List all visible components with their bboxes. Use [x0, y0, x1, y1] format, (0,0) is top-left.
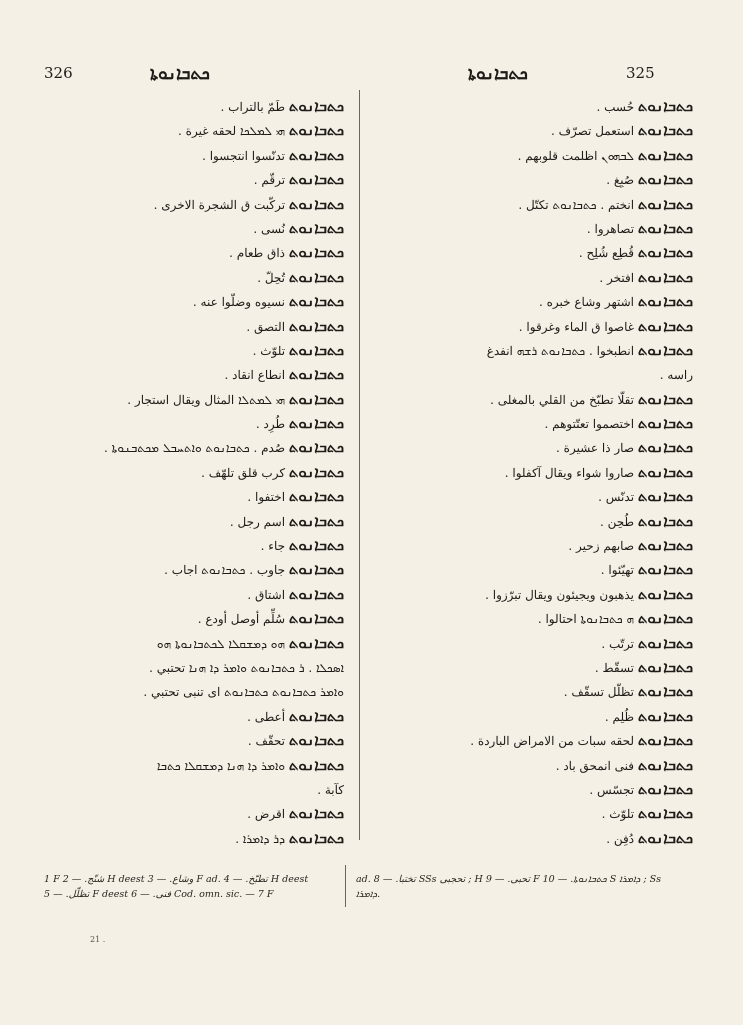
entry-headword: ܟܬܒܐܢܘܬ [637, 804, 693, 823]
dictionary-entry [44, 753, 344, 777]
dictionary-entry [393, 631, 693, 655]
entry-gloss: نُسى . [253, 221, 286, 236]
entry-gloss: ܘܐܡܪ ܕܐ ܗܢܐ ܕܡܫܩܠܐ ܟܬܒܐ [156, 758, 286, 773]
entry-gloss: ذاق طعام . [229, 246, 286, 261]
dictionary-entry [393, 143, 693, 167]
entry-headword: ܟܬܒܐܢܘܬ [637, 316, 693, 335]
entry-headword: ܟܬܒܐܢܘܬ [288, 511, 344, 530]
dictionary-entry [393, 460, 693, 484]
dictionary-entry [44, 192, 344, 216]
dictionary-entry [393, 655, 693, 679]
dictionary-entry [393, 192, 693, 216]
entry-headword: ܟܬܒܐܢܘܬ [288, 340, 344, 359]
dictionary-entry [393, 484, 693, 508]
entry-gloss: كرب قلق تلهّف . [201, 465, 286, 480]
entry-headword: ܟܬܒܐܢܘܬ [288, 97, 344, 115]
dictionary-entry [393, 753, 693, 777]
entry-gloss: صابهم زحير . [568, 539, 635, 554]
entry-gloss: اختفوا . [247, 490, 286, 505]
entry-headword: ܟܬܒܐܢܘܬ [637, 145, 693, 164]
dictionary-entry [393, 167, 693, 191]
entry-headword: ܟܬܒܐܢܘܬ [637, 340, 693, 359]
entry-gloss: يذهبون ويجيئون ويقال تبرّزوا . [485, 587, 635, 602]
entry-gloss: التصق . [246, 319, 286, 334]
entry-headword: ܟܬܒܐܢܘܬ [637, 243, 693, 262]
entry-gloss: صاروا شواء ويقال آكفلوا . [504, 465, 635, 480]
dictionary-entry [393, 216, 693, 240]
entry-gloss: قُطِع شُلِح . [578, 246, 635, 261]
entry-headword: ܟܬܒܐܢܘܬ [288, 438, 344, 457]
entry-gloss: دُفِن . [606, 831, 635, 846]
column-divider [359, 90, 360, 840]
footnote-divider [345, 865, 346, 907]
entry-gloss: اشتهر وشاع خبره . [538, 295, 635, 310]
entry-headword: ܟܬܒܐܢܘܬ [288, 633, 344, 652]
entry-gloss: تجسّس . [589, 782, 635, 797]
dictionary-entry [44, 314, 344, 338]
entry-gloss: تلوّث . [252, 343, 286, 358]
dictionary-entry [44, 728, 344, 752]
entry-gloss: ظُلِم . [604, 709, 635, 724]
footnotes-left: 1 F شنّج. — 2 H deest وشاع. — 3 F ad. تطبّخ. — 4 H deest تظلّل. — 5 F deest فنى. — 6 Cod. omn. sic. — 7 F [44, 874, 309, 900]
entry-gloss: تُحِلّ . [257, 270, 286, 285]
entry-headword: ܟܬܒܐܢܘܬ [288, 584, 344, 603]
dictionary-entry [393, 118, 693, 142]
entry-headword: ܟܬܒܐܢܘܬ [288, 194, 344, 213]
entry-headword: ܟܬܒܐܢܘܬ [288, 487, 344, 506]
entry-headword: ܟܬܒܐܢܘܬ [637, 511, 693, 530]
entry-gloss: تسقّط . [594, 660, 635, 675]
dictionary-entry [393, 411, 693, 435]
left-running-head: ܟܬܒܐܢܘܬܐ [150, 64, 210, 84]
dictionary-entry [44, 265, 344, 289]
dictionary-entry [393, 801, 693, 825]
entry-gloss: صار ذا عشيرة . [556, 441, 635, 456]
dictionary-entry [44, 631, 344, 655]
entry-headword: ܟܬܒܐܢܘܬ [637, 462, 693, 481]
entry-gloss: كآبة . [317, 782, 344, 797]
dictionary-entry [44, 704, 344, 728]
dictionary-entry [44, 118, 344, 142]
entry-gloss: جاء . [260, 539, 286, 554]
entry-headword: ܟܬܒܐܢܘܬ [288, 560, 344, 579]
entry-gloss: غاصوا ق الماء وغرقوا . [518, 319, 635, 334]
entry-headword: ܟܬܒܐܢܘܬ [637, 438, 693, 457]
dictionary-entry [393, 557, 693, 581]
dictionary-entry [44, 826, 344, 850]
dictionary-entry [44, 801, 344, 825]
entry-headword: ܟܬܒܐܢܘܬ [637, 389, 693, 408]
dictionary-entry [393, 289, 693, 313]
dictionary-entry [44, 509, 344, 533]
dictionary-entry [393, 314, 693, 338]
entry-headword: ܟܬܒܐܢܘܬ [288, 536, 344, 555]
entry-gloss: تهيّئوا . [600, 563, 635, 578]
entry-gloss: طُحِن . [599, 514, 635, 529]
dictionary-entry [44, 387, 344, 411]
entry-gloss: ܘܐܡܪ ܟܬܒܐܢܘܬ ܟܬܒܐܢܘܬ اى تنبى تحتبي . [143, 685, 344, 700]
dictionary-entry [44, 606, 344, 630]
dictionary-entry [44, 143, 344, 167]
entry-gloss: ترتّب . [601, 636, 635, 651]
right-column [393, 94, 693, 850]
entry-headword: ܟܬܒܐܢܘܬ [288, 462, 344, 481]
entry-headword: ܟܬܒܐܢܘܬ [637, 609, 693, 628]
entry-gloss: ܗܝ ܠܡܠܟܐ لحقه غيرة . [178, 124, 286, 139]
entry-headword: ܟܬܒܐܢܘܬ [637, 779, 693, 798]
dictionary-entry [393, 777, 693, 801]
dictionary-entry [393, 728, 693, 752]
entry-headword: ܟܬܒܐܢܘܬ [637, 487, 693, 506]
entry-gloss: تصاهروا . [586, 221, 635, 236]
entry-gloss: انطاع انقاد . [224, 368, 286, 383]
entry-gloss: نسيوه وضلّوا عنه . [192, 295, 286, 310]
entry-gloss: انطبخوا . ܟܬܒܐܢܘܬ ܪܫܗ انفدغ [486, 343, 635, 358]
entry-headword: ܟܬܒܐܢܘܬ [637, 731, 693, 750]
entry-headword: ܟܬܒܐܢܘܬ [288, 267, 344, 286]
dictionary-entry [393, 509, 693, 533]
entry-gloss: راسه . [659, 368, 693, 383]
entry-gloss: صُدم . ܟܬܒܐܢܘܬ ܘܐܬܚܒܠ ܡܟܬܒܢܘܬܐ . [103, 441, 286, 456]
entry-headword: ܟܬܒܐܢܘܬ [637, 633, 693, 652]
entry-headword: ܟܬܒܐܢܘܬ [637, 828, 693, 847]
entry-gloss: تدنّس . [598, 490, 635, 505]
entry-gloss: طَمّ بالتراب . [220, 100, 286, 114]
entry-headword: ܟܬܒܐܢܘܬ [637, 682, 693, 701]
entry-headword: ܟܬܒܐܢܘܬ [637, 121, 693, 140]
dictionary-entry [44, 460, 344, 484]
entry-headword: ܟܬܒܐܢܘܬ [288, 121, 344, 140]
left-column [44, 94, 344, 850]
dictionary-entry [44, 655, 344, 679]
footnotes-right: ad. تختبا. — 8 SSs تحجبى ; H تحبى. — 9 F ܟܬܒܐܢܘܬܐ. — 10 S ܕܐܡܪܐ ; Ss ܕܐܡܪܐ. [356, 874, 661, 900]
dictionary-entry [393, 435, 693, 459]
entry-headword: ܟܬܒܐܢܘܬ [637, 218, 693, 237]
dictionary-entry [44, 167, 344, 191]
entry-headword: ܟܬܒܐܢܘܬ [288, 731, 344, 750]
entry-gloss: انختم . ܟܬܒܐܢܘܬ تكتّل . [518, 197, 635, 212]
entry-gloss: سُلِّم أوصل أودع . [197, 612, 286, 627]
dictionary-entry [44, 289, 344, 313]
entry-headword: ܟܬܒܐܢܘܬ [637, 755, 693, 774]
entry-gloss: اختصموا تعتّتوهم . [544, 417, 635, 432]
entry-headword: ܟܬܒܐܢܘܬ [637, 292, 693, 311]
right-page-number: 325 [626, 64, 655, 82]
dictionary-entry [393, 679, 693, 703]
dictionary-entry [44, 557, 344, 581]
dictionary-entry [44, 435, 344, 459]
dictionary-entry [44, 338, 344, 362]
entry-headword: ܟܬܒܐܢܘܬ [288, 755, 344, 774]
entry-headword: ܟܬܒܐܢܘܬ [288, 804, 344, 823]
entry-gloss: اقرض . [247, 807, 286, 822]
entry-headword: ܟܬܒܐܢܘܬ [637, 170, 693, 189]
entry-gloss: تلوّث . [601, 807, 635, 822]
entry-gloss: ܗ ܟܬܒܐܢܘܬܐ احتالوا . [537, 612, 635, 627]
entry-gloss: أعطى . [247, 709, 286, 724]
dictionary-entry [393, 533, 693, 557]
entry-gloss: ترقّم . [253, 173, 286, 188]
entry-gloss: جاوب . ܟܬܒܐܢܘܬ اجاب . [164, 563, 286, 578]
dictionary-entry [393, 704, 693, 728]
entry-gloss: لحقه سبات من الامراض الباردة . [470, 734, 635, 749]
dictionary-entry [393, 240, 693, 264]
entry-gloss: ܗܝ ܠܡܬܠܐ المثال ويقال استجار . [127, 392, 286, 407]
left-page-number: 326 [44, 64, 73, 82]
entry-gloss: ܐܣܟܠܐ . ܪ ܟܬܒܐܢܘܬ ܘܐܡܪ ܕܐ ܗܢܐ تحتبي . [149, 660, 344, 675]
right-running-head: ܟܬܒܐܢܘܬܐ [468, 64, 528, 84]
entry-gloss: تقلّا تطبّخ من القلي بالمغلى . [490, 392, 635, 407]
dictionary-entry [44, 216, 344, 240]
signature-mark: 21 . [90, 935, 106, 944]
entry-gloss: اشتاق . [247, 587, 286, 602]
entry-headword: ܟܬܒܐܢܘܬ [288, 170, 344, 189]
entry-headword: ܟܬܒܐܢܘܬ [637, 414, 693, 433]
entry-gloss: تركّبت ق الشجرة الاخرى . [153, 197, 286, 212]
entry-gloss: اسم رجل . [229, 514, 286, 529]
entry-gloss: تظلّل تسقّف . [563, 685, 635, 700]
dictionary-entry [44, 582, 344, 606]
entry-headword: ܟܬܒܐܢܘܬ [288, 316, 344, 335]
dictionary-entry [393, 362, 693, 386]
entry-headword: ܟܬܒܐܢܘܬ [637, 267, 693, 286]
entry-headword: ܟܬܒܐܢܘܬ [288, 706, 344, 725]
entry-headword: ܟܬܒܐܢܘܬ [288, 609, 344, 628]
dictionary-entry [393, 338, 693, 362]
entry-headword: ܟܬܒܐܢܘܬ [637, 657, 693, 676]
entry-gloss: ܠܒܗܘܢ اظلمت قلوبهم . [517, 148, 635, 163]
entry-headword: ܟܬܒܐܢܘܬ [637, 97, 693, 115]
entry-gloss: فنى انمحق باد . [555, 758, 635, 773]
dictionary-entry [44, 411, 344, 435]
entry-headword: ܟܬܒܐܢܘܬ [637, 706, 693, 725]
entry-headword: ܟܬܒܐܢܘܬ [288, 218, 344, 237]
dictionary-entry [393, 387, 693, 411]
entry-gloss: حُسب . [596, 100, 635, 114]
entry-gloss: طُرِد . [255, 417, 286, 432]
entry-headword: ܟܬܒܐܢܘܬ [288, 145, 344, 164]
dictionary-entry [393, 582, 693, 606]
entry-headword: ܟܬܒܐܢܘܬ [637, 560, 693, 579]
dictionary-entry [44, 362, 344, 386]
dictionary-entry [393, 826, 693, 850]
entry-headword: ܟܬܒܐܢܘܬ [637, 536, 693, 555]
entry-gloss: ܗܘ ܕܡܫܩܠܐ ܠܟܬܒܐܢܘܬܐ ܗܘ [156, 636, 286, 651]
dictionary-entry [393, 94, 693, 118]
entry-gloss: افتخر . [599, 270, 635, 285]
entry-gloss: ܕܪ ܕܐܡܪܐ . [235, 831, 286, 846]
entry-headword: ܟܬܒܐܢܘܬ [637, 584, 693, 603]
dictionary-entry [44, 777, 344, 801]
entry-headword: ܟܬܒܐܢܘܬ [288, 828, 344, 847]
entry-headword: ܟܬܒܐܢܘܬ [637, 194, 693, 213]
entry-gloss: استعمل تصرّف . [550, 124, 635, 139]
dictionary-entry [393, 606, 693, 630]
entry-headword: ܟܬܒܐܢܘܬ [288, 365, 344, 384]
dictionary-entry [44, 533, 344, 557]
dictionary-entry [393, 265, 693, 289]
dictionary-entry [44, 94, 344, 118]
dictionary-entry [44, 240, 344, 264]
entry-headword: ܟܬܒܐܢܘܬ [288, 243, 344, 262]
entry-headword: ܟܬܒܐܢܘܬ [288, 414, 344, 433]
entry-gloss: صُبِغ . [606, 173, 635, 188]
entry-headword: ܟܬܒܐܢܘܬ [288, 292, 344, 311]
entry-gloss: تحقّف . [247, 734, 286, 749]
entry-gloss: تدنّسوا انتجسوا . [202, 148, 286, 163]
dictionary-entry [44, 484, 344, 508]
dictionary-entry [44, 679, 344, 703]
entry-headword: ܟܬܒܐܢܘܬ [288, 389, 344, 408]
